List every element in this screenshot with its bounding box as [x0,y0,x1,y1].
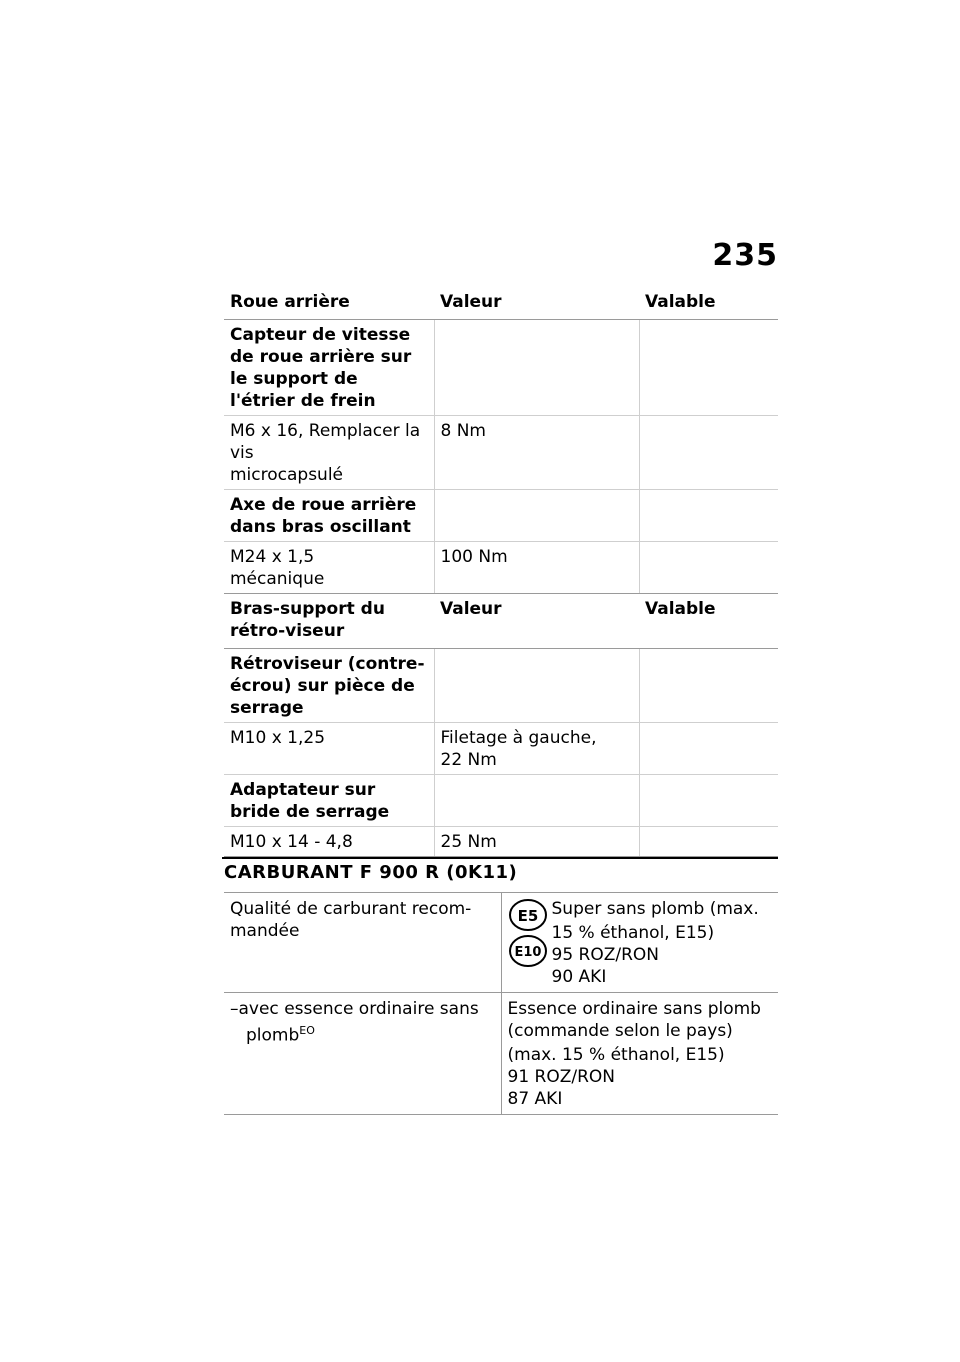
table-row [224,649,778,723]
label-text: plomb [246,1025,300,1046]
value-line: (max. 15 % éthanol, E15) [507,1045,725,1065]
value-line: 22 Nm [440,750,497,770]
spec-cell: M10 x 14 - 4,8 [224,827,434,857]
value-cell [434,775,639,827]
table-row [224,827,778,857]
value-line: 87 AKI [507,1089,563,1109]
e10-label: E10 [514,945,541,960]
header-rear-wheel: Roue arrière [224,287,434,320]
table-header-row [224,287,778,320]
spec-cell [224,542,434,594]
header-valid: Valable [639,594,778,649]
e10-fuel-icon [508,934,548,968]
component-name: Adaptateur sur bride de serrage [224,775,434,827]
value-cell [434,320,639,416]
label-line [230,998,495,1020]
dash-marker: – [230,999,239,1019]
component-name: Rétroviseur (contre-écrou) sur pièce de serrage [224,649,434,723]
table-row [224,490,778,542]
table-row [224,993,778,1115]
valid-cell [639,320,778,416]
footnote-marker: EO [299,1024,315,1037]
header-mirror-arm: Bras-support du rétro-viseur [224,594,434,649]
spec-cell: M10 x 1,25 [224,723,434,775]
valid-cell [639,649,778,723]
torque-table-mirror-arm [224,594,778,857]
valid-cell [639,723,778,775]
table-row [224,416,778,490]
header-value: Valeur [434,287,639,320]
fuel-table [224,892,778,1115]
spec-line: M6 x 16, Remplacer la [230,421,421,441]
regular-fuel-label [224,993,501,1115]
spec-line: mécanique [230,569,325,589]
page-number: 235 [712,238,778,273]
valid-cell [639,827,778,857]
table-header-row [224,594,778,649]
spec-line: vis [230,443,254,463]
e5-label: E5 [517,907,538,925]
value-line: 91 ROZ/RON [507,1067,616,1087]
valid-cell [639,542,778,594]
fuel-quality-label: Qualité de carburant recom-mandée [224,893,501,993]
value-line: 15 % éthanol, E15) [551,923,715,943]
valid-cell [639,490,778,542]
label-text: avec essence ordinaire sans [238,999,479,1019]
label-line [230,1020,495,1047]
value-line: Filetage à gauche, [440,728,597,748]
value-line: Essence ordinaire sans plomb [507,999,761,1019]
value-line: 95 ROZ/RON [551,945,660,965]
value-cell [434,649,639,723]
spec-line: M24 x 1,5 [230,547,315,567]
fuel-quality-text [552,898,759,988]
table-row [224,893,778,993]
value-line: 90 AKI [551,967,607,987]
table-row [224,542,778,594]
regular-fuel-value [501,993,778,1115]
value-cell: 8 Nm [434,416,639,490]
section-divider [222,857,778,859]
fuel-quality-value [501,893,778,993]
section-title-fuel: CARBURANT F 900 R (0K11) [224,862,518,883]
value-line: Super sans plomb (max. [551,899,759,919]
valid-cell [639,416,778,490]
value-cell [434,723,639,775]
component-name: Axe de roue arrière dans bras oscillant [224,490,434,542]
table-row [224,320,778,416]
spec-cell [224,416,434,490]
fuel-badges [508,898,552,988]
component-name: Capteur de vitesse de roue arrière sur le support de l'étrier de frein [224,320,434,416]
value-cell: 100 Nm [434,542,639,594]
torque-table-rear-wheel [224,287,778,594]
spec-line: microcapsulé [230,465,344,485]
header-value: Valeur [434,594,639,649]
valid-cell [639,775,778,827]
table-row [224,723,778,775]
value-cell [434,490,639,542]
value-line: (commande selon le pays) [507,1021,733,1041]
table-row [224,775,778,827]
e5-fuel-icon [508,898,548,932]
value-cell: 25 Nm [434,827,639,857]
header-valid: Valable [639,287,778,320]
